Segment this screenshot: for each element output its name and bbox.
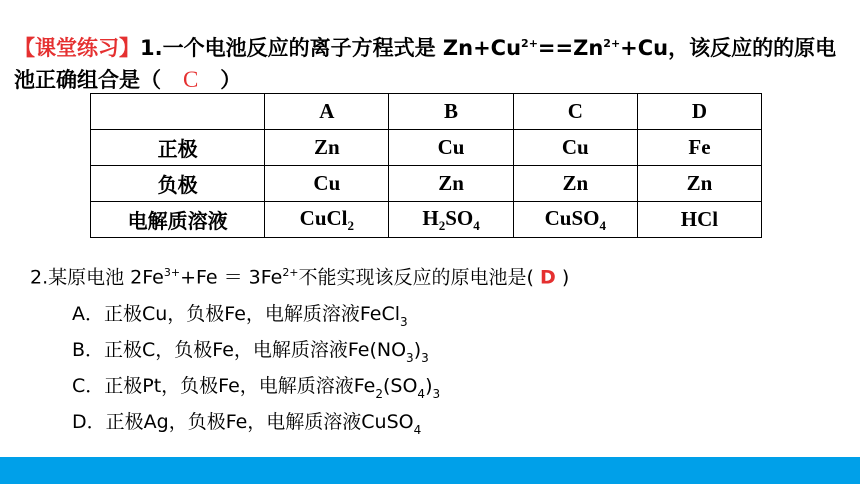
option-a: [72, 296, 440, 332]
table-header-row: [91, 94, 762, 130]
q1-text-a: 1.一个电池反应的离子方程式是 Zn+Cu: [140, 36, 522, 60]
option-d: [72, 404, 440, 440]
formula-sub: 2: [438, 217, 446, 233]
formula-text: H: [422, 205, 439, 230]
footer-bar: [0, 457, 860, 484]
option-c: [72, 368, 440, 404]
option-sub: 3: [400, 315, 408, 329]
table-cell: [389, 202, 513, 238]
table-cell: Zn: [513, 166, 637, 202]
q1-text-d: ）: [212, 68, 242, 92]
q2-text-d: ): [561, 266, 570, 289]
formula-text: SO: [445, 205, 474, 230]
options-table: [90, 93, 762, 238]
option-sub: 2: [375, 387, 383, 401]
option-b: [72, 332, 440, 368]
table-header-d: D: [637, 94, 761, 130]
option-text: C．正极Pt，负极Fe，电解质溶液Fe: [72, 375, 376, 397]
table-cell: Fe: [637, 130, 761, 166]
question-2: [30, 259, 569, 291]
option-text: ): [413, 339, 422, 361]
table-cell: Zn: [637, 166, 761, 202]
q1-sup-b: 2+: [603, 37, 621, 50]
q2-text-a: 2.某原电池 2Fe: [30, 266, 164, 289]
q2-sup-b: 2+: [282, 266, 299, 279]
table-cell: Cu: [513, 130, 637, 166]
formula-sub: 2: [347, 217, 355, 233]
option-text: (SO: [382, 375, 418, 397]
option-sub: 3: [432, 387, 441, 401]
q2-text-b: +Fe ＝ 3Fe: [180, 266, 283, 289]
table-cell: HCl: [637, 202, 761, 238]
table-row: [91, 130, 762, 166]
option-text: D．正极Ag，负极Fe，电解质溶液CuSO: [72, 411, 414, 433]
table-cell: Zn: [265, 130, 389, 166]
option-sub: 4: [417, 387, 426, 401]
table-cell: [513, 202, 637, 238]
formula-text: CuCl: [299, 205, 348, 230]
table-corner-cell: [91, 94, 265, 130]
row-label-electrolyte: 电解质溶液: [91, 202, 265, 238]
formula-sub: 4: [599, 217, 606, 233]
q1-text-b: ==Zn: [537, 36, 604, 60]
option-text: B．正极C，负极Fe，电解质溶液Fe(NO: [72, 339, 407, 361]
table-header-a: A: [265, 94, 389, 130]
q2-text-c: 不能实现该反应的原电池是(: [298, 266, 534, 289]
answer-options: [72, 296, 440, 440]
q1-sup-a: 2+: [521, 37, 538, 50]
table-header-c: C: [513, 94, 637, 130]
table-row: [91, 202, 762, 238]
row-label-positive: 正极: [91, 130, 265, 166]
option-sub: 4: [413, 423, 422, 437]
exercise-tag: 【课堂练习】: [14, 36, 140, 60]
table-header-b: B: [389, 94, 513, 130]
formula-text: CuSO: [544, 205, 600, 230]
q1-text-c: +Cu，该反应的的原电池正确组合是（: [14, 36, 837, 92]
option-text: ): [425, 375, 433, 397]
q1-answer: C: [182, 67, 199, 92]
row-label-negative: 负极: [91, 166, 265, 202]
formula-sub: 4: [473, 217, 480, 233]
option-text: A．正极Cu，负极Fe，电解质溶液FeCl: [72, 303, 401, 325]
table-cell: Zn: [389, 166, 513, 202]
option-sub: 3: [421, 351, 429, 365]
question-1: [14, 28, 844, 96]
option-sub: 3: [406, 351, 414, 365]
q2-answer: D: [540, 266, 556, 289]
table-cell: Cu: [265, 166, 389, 202]
table-row: [91, 166, 762, 202]
table-cell: [265, 202, 389, 238]
q2-sup-a: 3+: [163, 266, 181, 279]
table-cell: Cu: [389, 130, 513, 166]
